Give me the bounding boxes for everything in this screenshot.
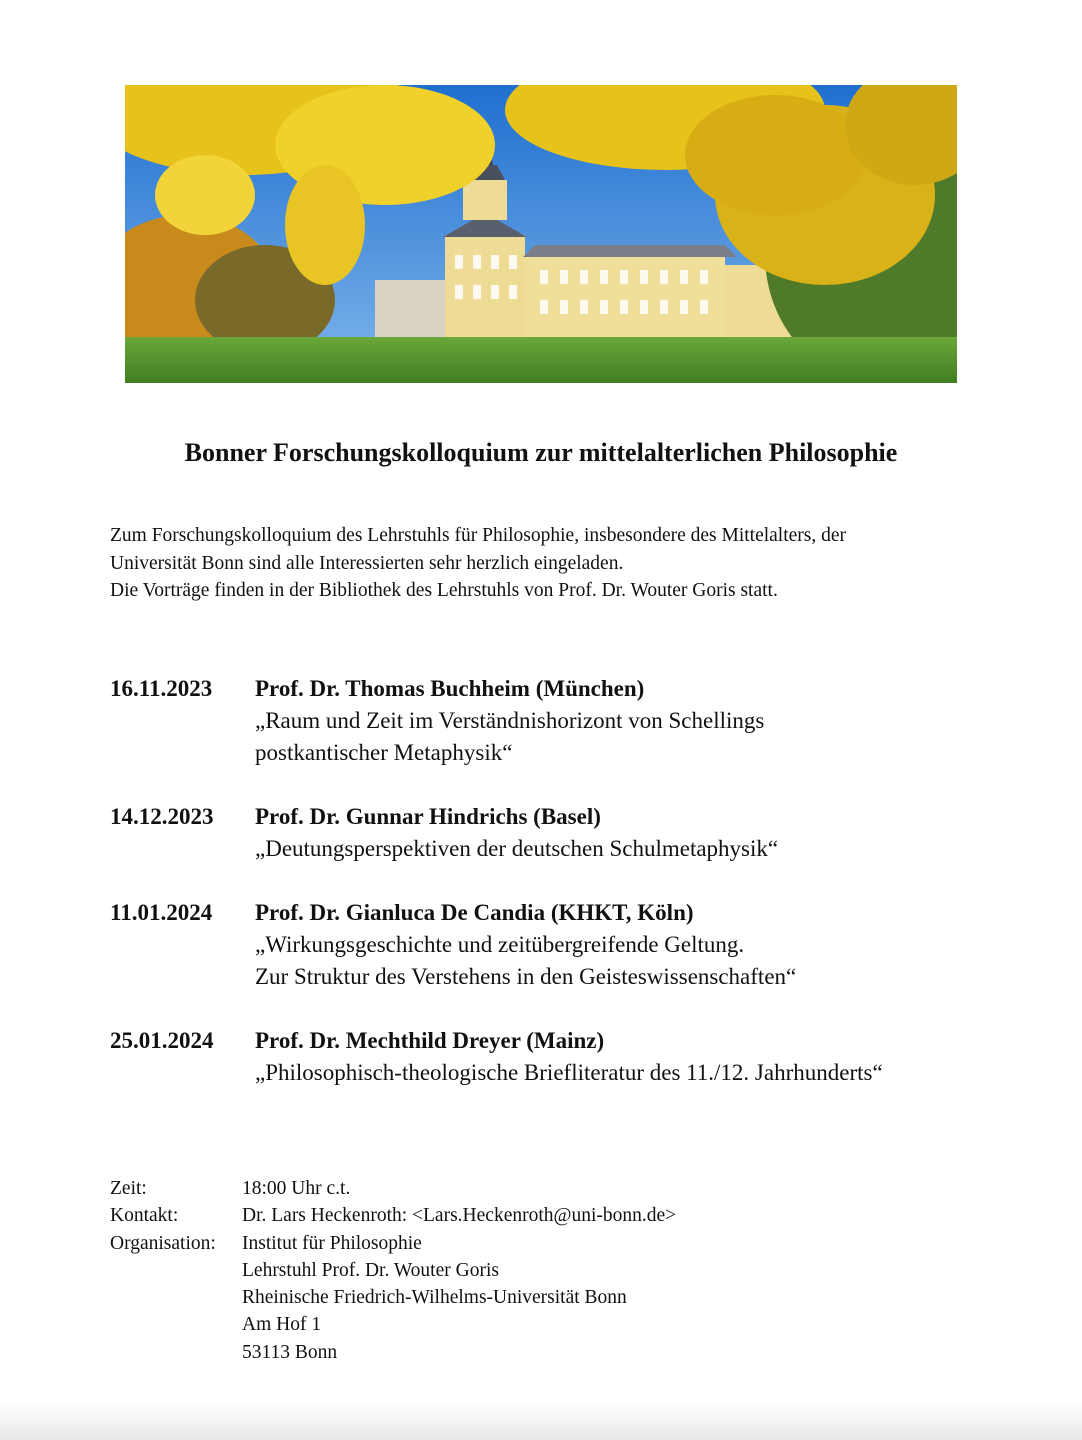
contact-value: Dr. Lars Heckenroth: <Lars.Heckenroth@uni-bonn.de> [242,1205,677,1227]
organisation-label: Organisation: [110,1232,216,1254]
university-building-illustration [125,85,957,383]
organisation-row [110,1230,910,1366]
intro-paragraph [110,522,990,605]
organisation-line: Am Hof 1 [242,1314,322,1336]
organisation-value [242,1230,627,1366]
organisation-line: 53113 Bonn [242,1341,338,1363]
talk-title-line: „Philosophisch-theologische Briefliteratur des 11./12. Jahrhunderts“ [255,1060,883,1085]
intro-line: Universität Bonn sind alle Interessierten sehr herzlich eingeladen. [110,552,624,574]
talk-date: 16.11.2023 [110,676,213,701]
talk-title-line: „Wirkungsgeschichte und zeitübergreifende Geltung. [255,932,745,957]
talk-details [255,897,1015,993]
talk-date: 11.01.2024 [110,900,213,925]
talk-title-line: Zur Struktur des Verstehens in den Geisteswissenschaften“ [255,964,797,989]
talk-speaker: Prof. Dr. Thomas Buchheim (München) [255,676,645,701]
talk-speaker: Prof. Dr. Mechthild Dreyer (Mainz) [255,1028,605,1053]
organisation-line: Lehrstuhl Prof. Dr. Wouter Goris [242,1259,499,1281]
talk-details [255,801,1015,865]
page-bottom-shadow [0,1400,1082,1440]
talk-title-line: „Deutungsperspektiven der deutschen Schulmetaphysik“ [255,836,779,861]
time-row [110,1175,910,1202]
talk-speaker: Prof. Dr. Gianluca De Candia (KHKT, Köln) [255,900,694,925]
talk-date: 25.01.2024 [110,1028,214,1053]
intro-line: Zum Forschungskolloquium des Lehrstuhls für Philosophie, insbesondere des Mittelalters, der [110,525,847,546]
talk-speaker: Prof. Dr. Gunnar Hindrichs (Basel) [255,804,601,829]
talk-details [255,1025,1015,1089]
hero-image [125,85,957,383]
time-label: Zeit: [110,1178,147,1199]
intro-line: Die Vorträge finden in der Bibliothek des Lehrstuhls von Prof. Dr. Wouter Goris statt. [110,580,778,601]
event-info [110,1175,910,1366]
talk-date: 14.12.2023 [110,804,214,829]
contact-label: Kontakt: [110,1205,179,1227]
talk-title-line: postkantischer Metaphysik“ [255,740,513,765]
talk-details [255,673,1015,769]
talk-title-line: „Raum und Zeit im Verständnishorizont von Schellings [255,708,765,733]
contact-row [110,1202,910,1229]
time-value: 18:00 Uhr c.t. [242,1178,351,1199]
organisation-line: Institut für Philosophie [242,1232,422,1254]
organisation-line: Rheinische Friedrich-Wilhelms-Universität Bonn [242,1287,627,1309]
page-title: Bonner Forschungskolloquium zur mittelalterlichen Philosophie [184,438,898,467]
